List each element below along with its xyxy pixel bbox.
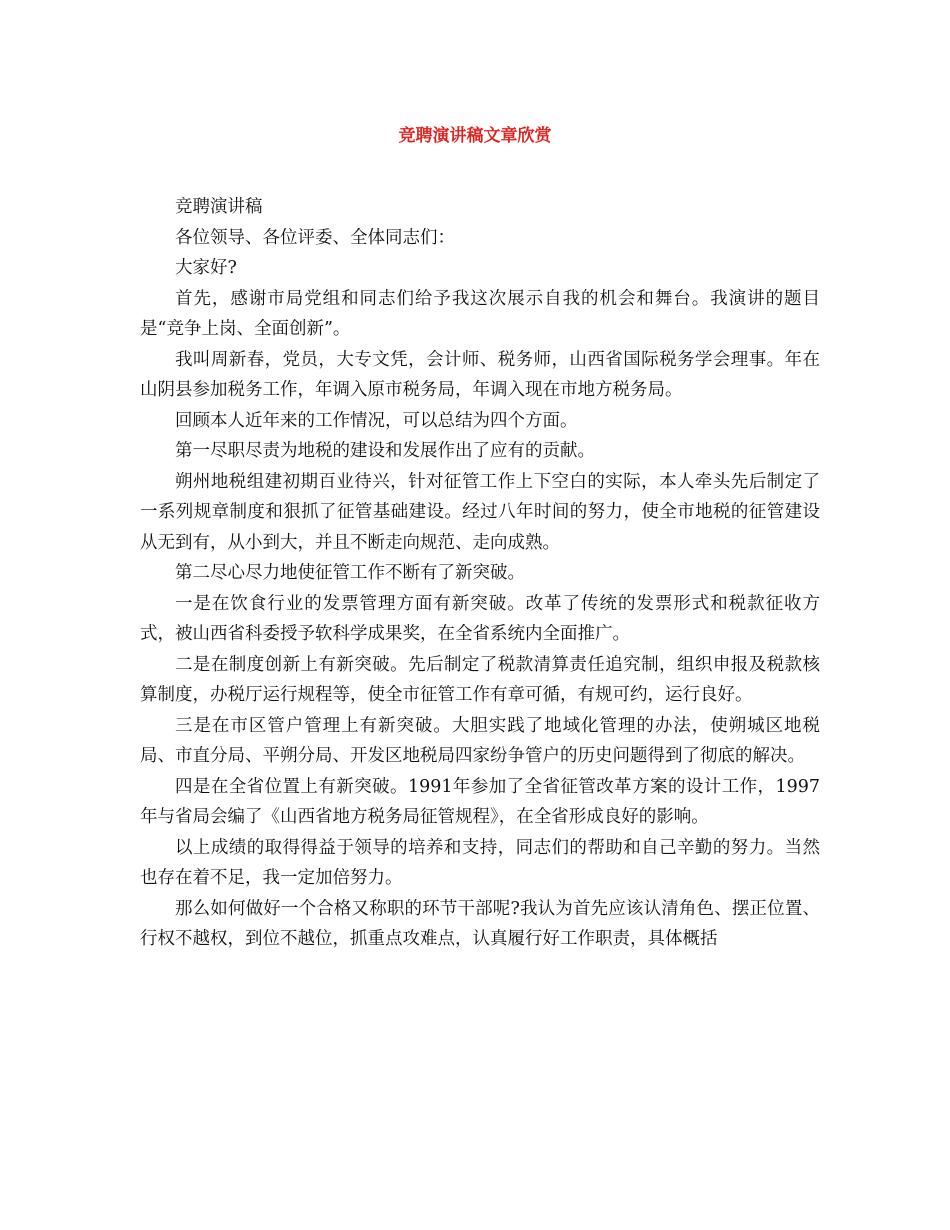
paragraph: 以上成绩的取得得益于领导的培养和支持，同志们的帮助和自己辛勤的努力。当然也存在着不足，我一定加倍努力。 — [140, 837, 820, 888]
paragraph: 那么如何做好一个合格又称职的环节干部呢?我认为首先应该认清角色、摆正位置、行权不越权，到位不越位，抓重点攻难点，认真履行好工作职责，具体概括 — [140, 898, 820, 949]
document-body — [140, 192, 820, 955]
paragraph: 竞聘演讲稿 — [175, 197, 263, 217]
paragraph: 第二尽心尽力地使征管工作不断有了新突破。 — [175, 563, 525, 583]
paragraph: 我叫周新春，党员，大专文凭，会计师、税务师，山西省国际税务学会理事。年在山阴县参加税务工作，年调入原市税务局，年调入现在市地方税务局。 — [140, 349, 820, 400]
paragraph: 朔州地税组建初期百业待兴，针对征管工作上下空白的实际，本人牵头先后制定了一系列规章制度和狠抓了征管基础建设。经过八年时间的努力，使全市地税的征管建设从无到有，从小到大，并且不断走向规范、走向成熟。 — [140, 471, 820, 553]
document-title: 竞聘演讲稿文章欣赏 — [398, 126, 552, 146]
paragraph: 一是在饮食行业的发票管理方面有新突破。改革了传统的发票形式和税款征收方式，被山西省科委授予软科学成果奖，在全省系统内全面推广。 — [140, 593, 820, 644]
paragraph: 大家好? — [175, 258, 237, 278]
paragraph: 回顾本人近年来的工作情况，可以总结为四个方面。 — [175, 410, 578, 431]
paragraph: 四是在全省位置上有新突破。1991年参加了全省征管改革方案的设计工作，1997年与省局会编了《山西省地方税务局征管规程》，在全省形成良好的影响。 — [140, 776, 820, 827]
paragraph: 第一尽职尽责为地税的建设和发展作出了应有的贡献。 — [175, 441, 595, 461]
paragraph: 首先，感谢市局党组和同志们给予我这次展示自我的机会和舞台。我演讲的题目是“竞争上岗、全面创新”。 — [140, 288, 820, 339]
paragraph: 三是在市区管户管理上有新突破。大胆实践了地域化管理的办法，使朔城区地税局、市直分局、平朔分局、开发区地税局四家纷争管户的历史问题得到了彻底的解决。 — [140, 715, 820, 766]
paragraph: 各位领导、各位评委、全体同志们： — [175, 227, 455, 248]
paragraph: 二是在制度创新上有新突破。先后制定了税款清算责任追究制，组织申报及税款核算制度，办税厅运行规程等，使全市征管工作有章可循，有规可约，运行良好。 — [140, 654, 820, 705]
